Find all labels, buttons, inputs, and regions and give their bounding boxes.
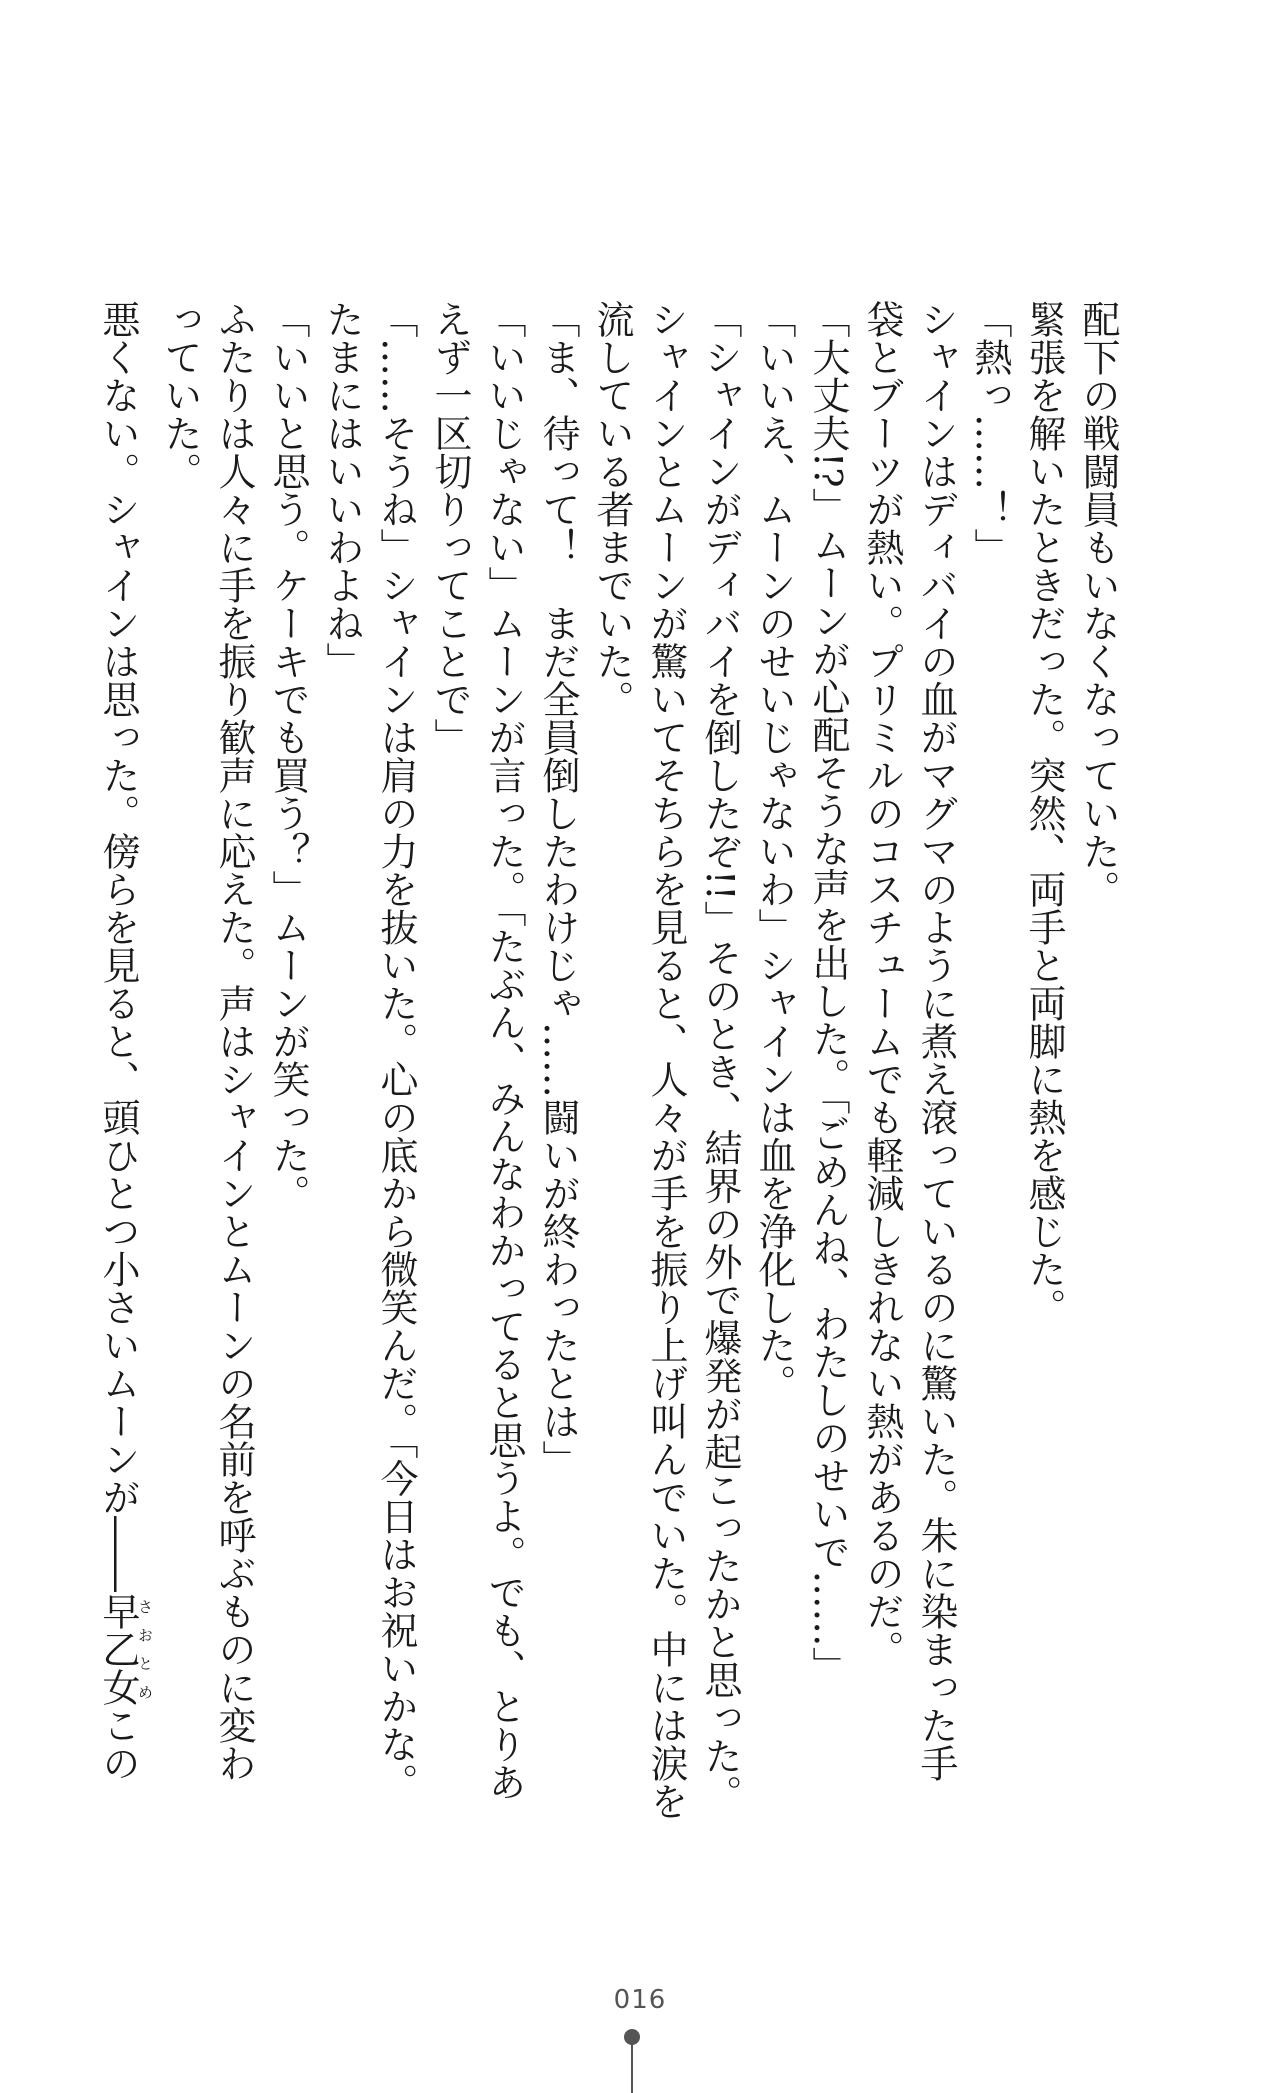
text-line-3: 「熱っ……！」 — [968, 300, 1012, 566]
furigana-name — [96, 1592, 154, 1706]
text-line-2: 緊張を解いたときだった。突然、両手と両脚に熱を感じた。 — [1022, 300, 1066, 1326]
text-line-19 — [91, 300, 154, 1782]
folio-dot-icon — [624, 2029, 640, 2045]
text-line-17: ふたりは人々に手を振り歓声に応えた。声はシャインとムーンの名前を呼ぶものに変わ — [212, 300, 256, 1782]
ruby-reading: さおとめ — [136, 1592, 154, 1706]
text-line-6: 「大丈夫!?」ムーンが心配そうな声を出した。「ごめんね、わたしのせいで……」 — [806, 300, 850, 1685]
text-line-13: えず一区切りってことで」 — [428, 300, 472, 756]
text-line-14: 「……そうね」シャインは肩の力を抜いた。心の底から微笑んだ。「今日はお祝いかな。 — [374, 300, 418, 1801]
folio-stem-line — [631, 2044, 633, 2093]
text-line-12: 「いいじゃない」ムーンが言った。「たぶん、みんなわかってると思うよ。でも、とりあ — [482, 300, 526, 1801]
text-line-19-body: 悪くない。シャインは思った。傍らを見ると、頭ひとつ小さいムーンが―― — [96, 300, 140, 1592]
text-line-11: 「ま、待って！ まだ全員倒したわけじゃ……闘いが終わったとは」 — [536, 300, 580, 1478]
page-number: 016 — [613, 1985, 667, 2015]
text-line-15: たまにはいいわよね」 — [320, 300, 364, 680]
text-line-7: 「いいえ、ムーンのせいじゃないわ」シャインは血を浄化した。 — [752, 300, 796, 1402]
text-line-19-tail: この — [96, 1706, 140, 1782]
text-line-9: シャインとムーンが驚いてそちらを見ると、人々が手を振り上げ叫んでいた。中には涙を — [644, 300, 688, 1820]
text-line-18: っていた。 — [158, 300, 202, 490]
text-line-10: 流している者までいた。 — [590, 300, 634, 718]
text-line-5: 袋とブーツが熱い。プリミルのコスチュームでも軽減しきれない熱があるのだ。 — [860, 300, 904, 1668]
vertical-text-block — [96, 300, 1125, 1820]
text-line-4: シャインはディバイの血がマグマのように煮え滾っているのに驚いた。朱に染まった手 — [914, 300, 958, 1782]
text-line-8: 「シャインがディバイを倒したぞ!!」そのとき、結界の外で爆発が起こったかと思った。 — [698, 300, 742, 1813]
text-line-1: 配下の戦闘員もいなくなっていた。 — [1076, 300, 1120, 908]
ruby-base: 早乙女 — [96, 1592, 140, 1706]
text-line-16: 「いいと思う。ケーキでも買う？」ムーンが笑った。 — [266, 300, 310, 1212]
